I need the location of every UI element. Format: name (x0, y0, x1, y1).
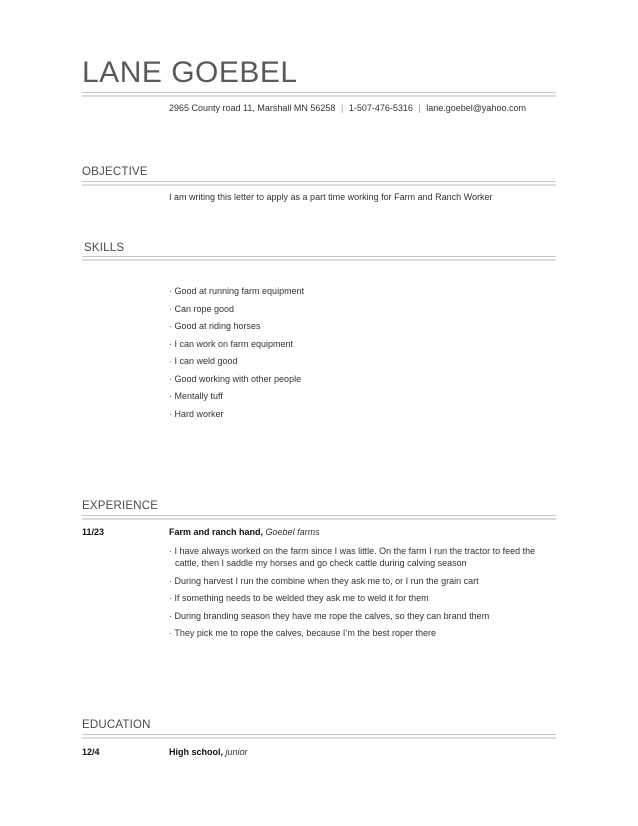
contact-email: lane.goebel@yahoo.com (426, 103, 526, 113)
header-divider-top (82, 92, 556, 93)
skills-heading: SKILLS (84, 242, 125, 254)
objective-divider-bottom (82, 184, 556, 186)
school-level: junior (225, 747, 248, 757)
experience-date: 11/23 (82, 527, 105, 537)
experience-divider-top (82, 515, 556, 516)
header-divider-bottom (82, 95, 556, 97)
contact-phone: 1-507-476-5316 (348, 103, 413, 113)
contact-separator: | (418, 103, 421, 113)
objective-text: I am writing this letter to apply as a part time working for Farm and Ranch Worker (169, 192, 493, 202)
list-item: · Mentally tuff (169, 388, 304, 406)
education-date: 12/4 (82, 747, 100, 757)
objective-divider-top (82, 181, 556, 182)
list-item: · During harvest I run the combine when they ask me to, or I run the grain cart (169, 575, 539, 587)
experience-bullets (169, 545, 539, 645)
list-item: · I have always worked on the farm since I was little. On the farm I run the tractor to feed the cattle, then I saddle my horses and go check cattle during calving season (169, 545, 539, 569)
school-name: High school, (169, 747, 223, 757)
skills-divider-top (82, 256, 556, 257)
list-item: · Good working with other people (169, 371, 304, 389)
education-divider-top (82, 734, 556, 735)
list-item: · Can rope good (169, 301, 304, 319)
list-item: · Hard worker (169, 406, 304, 424)
list-item: · I can weld good (169, 353, 304, 371)
experience-divider-bottom (82, 518, 556, 520)
skills-divider-bottom (82, 259, 556, 261)
experience-heading: EXPERIENCE (82, 500, 159, 512)
contact-address: 2965 County road 11, Marshall MN 56258 (169, 103, 336, 113)
list-item: · They pick me to rope the calves, because I’m the best roper there (169, 627, 539, 639)
skills-list (169, 283, 304, 423)
job-title-line (169, 527, 320, 537)
contact-line (169, 103, 526, 113)
list-item: · I can work on farm equipment (169, 336, 304, 354)
list-item: · Good at running farm equipment (169, 283, 304, 301)
job-organization: Goebel farms (265, 527, 320, 537)
education-divider-bottom (82, 737, 556, 739)
contact-separator: | (340, 103, 344, 113)
education-line (169, 747, 248, 757)
list-item: · Good at riding horses (169, 318, 304, 336)
education-heading: EDUCATION (82, 719, 151, 731)
objective-heading: OBJECTIVE (82, 166, 148, 178)
applicant-name: LANE GOEBEL (82, 56, 298, 89)
list-item: · During branding season they have me rope the calves, so they can brand them (169, 610, 539, 622)
job-title: Farm and ranch hand, (169, 527, 264, 537)
list-item: · If something needs to be welded they ask me to weld it for them (169, 592, 539, 604)
